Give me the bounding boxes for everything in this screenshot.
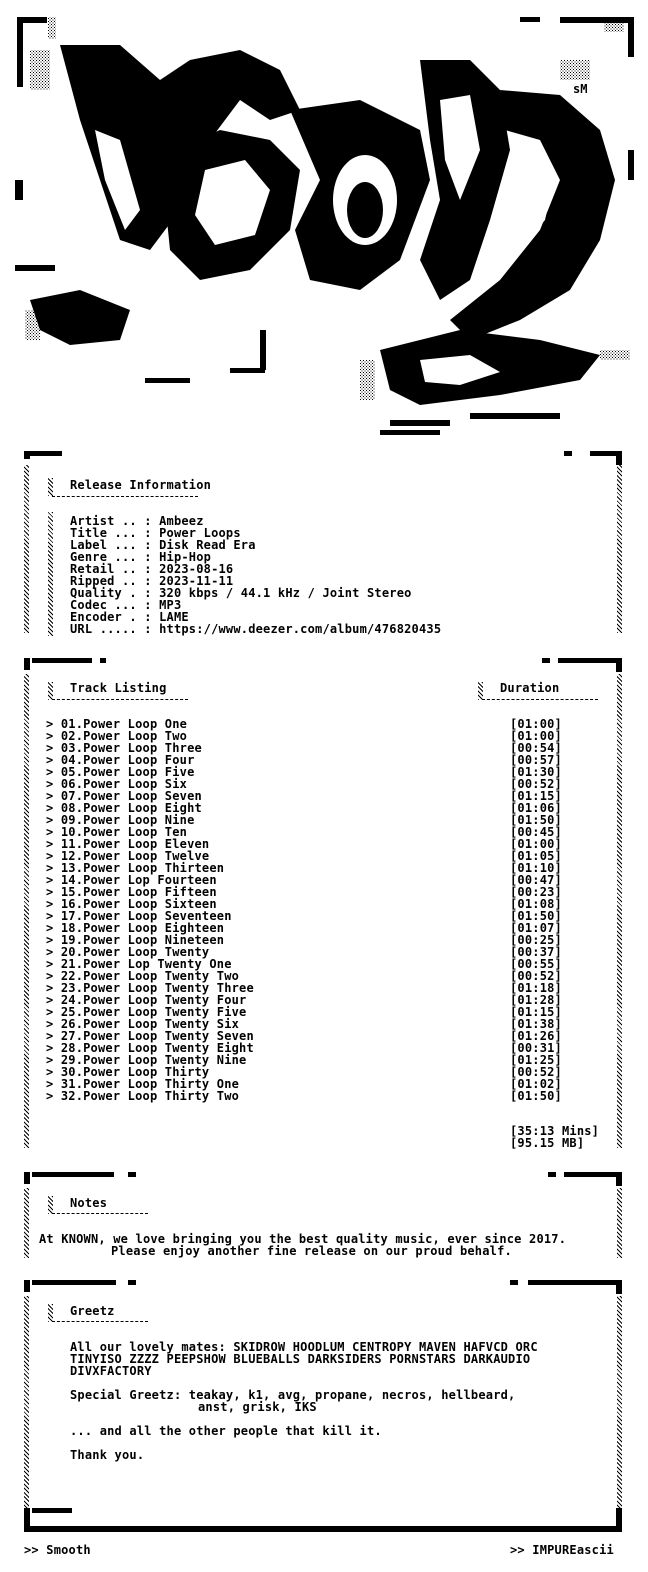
greetz-title: Greetz <box>70 1304 115 1318</box>
track-duration: [01:08] <box>510 897 562 911</box>
field-value: Ambeez <box>159 514 204 528</box>
track-duration: [01:00] <box>510 729 562 743</box>
release-info-title: Release Information <box>70 478 212 492</box>
track-duration: [00:25] <box>510 933 562 947</box>
total-size: [95.15 MB] <box>510 1136 585 1150</box>
track-duration: [00:45] <box>510 825 562 839</box>
track-duration: [01:26] <box>510 1029 562 1043</box>
track-duration: [01:50] <box>510 909 562 923</box>
track-name: > 26.Power Loop Twenty Six <box>46 1017 240 1031</box>
track-list <box>46 718 586 1108</box>
field-label: Codec ... : <box>70 598 152 612</box>
field-label: Label ... : <box>70 538 152 552</box>
track-name: > 16.Power Loop Sixteen <box>46 897 217 911</box>
track-duration: [01:28] <box>510 993 562 1007</box>
field-label: Genre ... : <box>70 550 152 564</box>
field-value: Hip-Hop <box>159 550 212 564</box>
track-duration: [01:06] <box>510 801 562 815</box>
track-duration: [01:15] <box>510 1005 562 1019</box>
field-value: Disk Read Era <box>159 538 256 552</box>
track-name: > 01.Power Loop One <box>46 717 188 731</box>
track-name: > 08.Power Loop Eight <box>46 801 202 815</box>
track-duration: [01:38] <box>510 1017 562 1031</box>
field-label: Ripped .. : <box>70 574 152 588</box>
field-value: Power Loops <box>159 526 241 540</box>
field-label: Quality . : <box>70 586 152 600</box>
track-name: > 32.Power Loop Thirty Two <box>46 1089 240 1103</box>
track-duration: [01:05] <box>510 849 562 863</box>
footer-credit-left: >> Smooth <box>24 1543 91 1557</box>
track-duration: [01:25] <box>510 1053 562 1067</box>
field-value: 320 kbps / 44.1 kHz / Joint Stereo <box>159 586 412 600</box>
track-duration: [01:10] <box>510 861 562 875</box>
field-label: Retail .. : <box>70 562 152 576</box>
field-value: LAME <box>159 610 189 624</box>
track-name: > 07.Power Loop Seven <box>46 789 202 803</box>
greetz-mates-line-1: All our lovely mates: SKIDROW HOODLUM CENTROPY MAVEN HAFVCD ORC <box>70 1340 538 1354</box>
track-name: > 21.Power Lop Twenty One <box>46 957 232 971</box>
track-listing-title: Track Listing <box>70 681 167 695</box>
greetz-thanks: Thank you. <box>70 1448 145 1462</box>
track-duration: [00:52] <box>510 1065 562 1079</box>
track-name: > 13.Power Loop Thirteen <box>46 861 225 875</box>
track-name: > 05.Power Loop Five <box>46 765 195 779</box>
track-name: > 15.Power Loop Fifteen <box>46 885 217 899</box>
track-name: > 02.Power Loop Two <box>46 729 188 743</box>
track-name: > 30.Power Loop Thirty <box>46 1065 210 1079</box>
track-name: > 31.Power Loop Thirty One <box>46 1077 240 1091</box>
track-name: > 28.Power Loop Twenty Eight <box>46 1041 254 1055</box>
track-name: > 17.Power Loop Seventeen <box>46 909 232 923</box>
field-value: 2023-08-16 <box>159 562 234 576</box>
track-name: > 20.Power Loop Twenty <box>46 945 210 959</box>
field-value: MP3 <box>159 598 182 612</box>
track-name: > 06.Power Loop Six <box>46 777 188 791</box>
track-name: > 18.Power Loop Eighteen <box>46 921 225 935</box>
track-duration: [01:02] <box>510 1077 562 1091</box>
track-duration: [01:00] <box>510 717 562 731</box>
track-duration: [00:52] <box>510 777 562 791</box>
greetz-special-line-2: anst, grisk, IKS <box>198 1400 317 1414</box>
track-duration: [01:00] <box>510 837 562 851</box>
track-name: > 10.Power Loop Ten <box>46 825 188 839</box>
field-value: 2023-11-11 <box>159 574 234 588</box>
track-duration: [00:37] <box>510 945 562 959</box>
track-duration: [01:07] <box>510 921 562 935</box>
field-label: URL ..... : <box>70 622 152 636</box>
duration-title: Duration <box>500 681 560 695</box>
track-duration: [01:30] <box>510 765 562 779</box>
greetz-mates-line-2: TINYISO ZZZZ PEEPSHOW BLUEBALLS DARKSIDERS PORNSTARS DARKAUDIO <box>70 1352 531 1366</box>
track-name: > 23.Power Loop Twenty Three <box>46 981 254 995</box>
track-duration: [01:15] <box>510 789 562 803</box>
footer-credit-right: >> IMPUREascii <box>510 1543 614 1557</box>
track-name: > 14.Power Lop Fourteen <box>46 873 217 887</box>
notes-line-2: Please enjoy another fine release on our proud behalf. <box>111 1244 512 1258</box>
track-row <box>46 1090 586 1102</box>
track-name: > 03.Power Loop Three <box>46 741 202 755</box>
field-value[interactable]: https://www.deezer.com/album/476820435 <box>159 622 442 636</box>
track-name: > 25.Power Loop Twenty Five <box>46 1005 247 1019</box>
track-duration: [00:55] <box>510 957 562 971</box>
track-name: > 04.Power Loop Four <box>46 753 195 767</box>
logo-signature: sM <box>573 82 588 96</box>
track-duration: [00:31] <box>510 1041 562 1055</box>
track-name: > 19.Power Loop Nineteen <box>46 933 225 947</box>
greetz-others: ... and all the other people that kill it. <box>70 1424 382 1438</box>
field-label: Title ... : <box>70 526 152 540</box>
notes-title: Notes <box>70 1196 108 1210</box>
track-name: > 24.Power Loop Twenty Four <box>46 993 247 1007</box>
track-duration: [00:23] <box>510 885 562 899</box>
track-name: > 22.Power Loop Twenty Two <box>46 969 240 983</box>
track-name: > 11.Power Loop Eleven <box>46 837 210 851</box>
ascii-logo <box>0 0 648 445</box>
field-label: Artist .. : <box>70 514 152 528</box>
greetz-mates-line-3: DIVXFACTORY <box>70 1364 152 1378</box>
track-duration: [00:54] <box>510 741 562 755</box>
track-duration: [00:52] <box>510 969 562 983</box>
track-name: > 12.Power Loop Twelve <box>46 849 210 863</box>
greetz-special-line-1: Special Greetz: teakay, k1, avg, propane, necros, hellbeard, <box>70 1388 516 1402</box>
track-duration: [01:50] <box>510 813 562 827</box>
track-duration: [01:50] <box>510 1089 562 1103</box>
track-duration: [01:18] <box>510 981 562 995</box>
notes-line-1: At KNOWN, we love bringing you the best quality music, ever since 2017. <box>39 1232 567 1246</box>
track-name: > 29.Power Loop Twenty Nine <box>46 1053 247 1067</box>
field-label: Encoder . : <box>70 610 152 624</box>
track-duration: [00:47] <box>510 873 562 887</box>
track-name: > 09.Power Loop Nine <box>46 813 195 827</box>
track-name: > 27.Power Loop Twenty Seven <box>46 1029 254 1043</box>
track-duration: [00:57] <box>510 753 562 767</box>
total-time: [35:13 Mins] <box>510 1124 600 1138</box>
